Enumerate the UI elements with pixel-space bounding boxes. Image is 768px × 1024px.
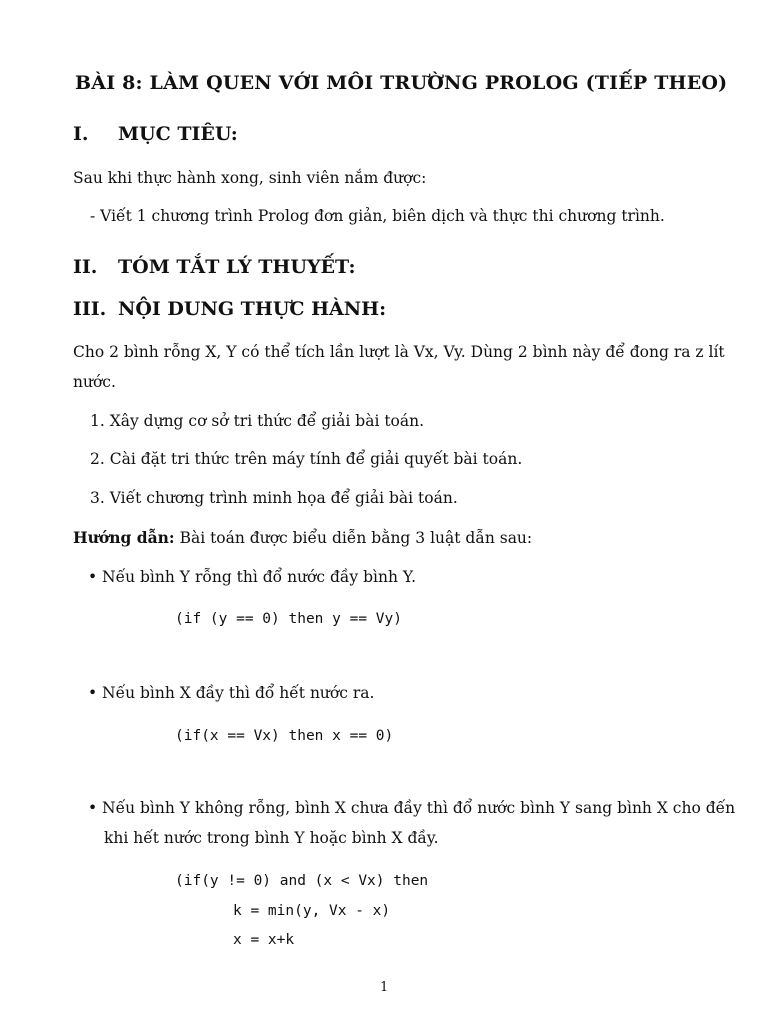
guide-text: Bài toán được biểu diễn bằng 3 luật dẫn sau: (174, 529, 533, 547)
rule-3-text-line-2: khi hết nước trong bình Y hoặc bình X đầy. (104, 829, 439, 847)
page-title: BÀI 8: LÀM QUEN VỚI MÔI TRƯỜNG PROLOG (TIẾP THEO) (75, 72, 728, 94)
rule-2 (88, 684, 374, 702)
bullet-icon: • (88, 799, 98, 817)
rule-1 (88, 568, 416, 586)
section-1-title: MỤC TIÊU: (118, 123, 238, 145)
rule-1-code: (if (y == 0) then y == Vy) (175, 611, 402, 627)
rule-3-code-line-2: k = min(y, Vx - x) (233, 903, 391, 919)
section-1-item: - Viết 1 chương trình Prolog đơn giản, biên dịch và thực thi chương trình. (90, 207, 665, 225)
section-3-heading (73, 298, 386, 320)
section-1-number: I. (73, 123, 89, 145)
task-item-3: 3. Viết chương trình minh họa để giải bài toán. (90, 489, 458, 507)
section-3-title: NỘI DUNG THỰC HÀNH: (118, 298, 387, 320)
section-2-title: TÓM TẮT LÝ THUYẾT: (118, 256, 356, 278)
section-2-number: II. (73, 256, 98, 278)
guide-label: Hướng dẫn: (73, 528, 175, 547)
page-number: 1 (380, 980, 389, 995)
section-1-heading (73, 123, 238, 145)
rule-2-text: Nếu bình X đầy thì đổ hết nước ra. (102, 684, 375, 702)
bullet-icon: • (88, 568, 98, 586)
rule-2-code: (if(x == Vx) then x == 0) (175, 728, 394, 744)
section-3-intro-line-1: Cho 2 bình rỗng X, Y có thể tích lần lượt là Vx, Vy. Dùng 2 bình này để đong ra z lít (73, 343, 725, 361)
rule-1-text: Nếu bình Y rỗng thì đổ nước đầy bình Y. (102, 568, 417, 586)
section-3-number: III. (73, 298, 107, 320)
rule-3-text-line-1: Nếu bình Y không rỗng, bình X chưa đầy thì đổ nước bình Y sang bình X cho đến (102, 799, 736, 817)
section-1-intro: Sau khi thực hành xong, sinh viên nắm được: (73, 169, 427, 187)
bullet-icon: • (88, 684, 98, 702)
section-3-intro-line-2: nước. (73, 373, 116, 391)
task-item-1: 1. Xây dựng cơ sở tri thức để giải bài toán. (90, 412, 425, 430)
rule-3 (88, 799, 735, 817)
rule-3-code-line-1: (if(y != 0) and (x < Vx) then (175, 873, 429, 889)
task-item-2: 2. Cài đặt tri thức trên máy tính để giải quyết bài toán. (90, 450, 523, 468)
guide-paragraph (73, 528, 532, 547)
section-2-heading (73, 256, 355, 278)
rule-3-code-line-3: x = x+k (233, 932, 295, 948)
